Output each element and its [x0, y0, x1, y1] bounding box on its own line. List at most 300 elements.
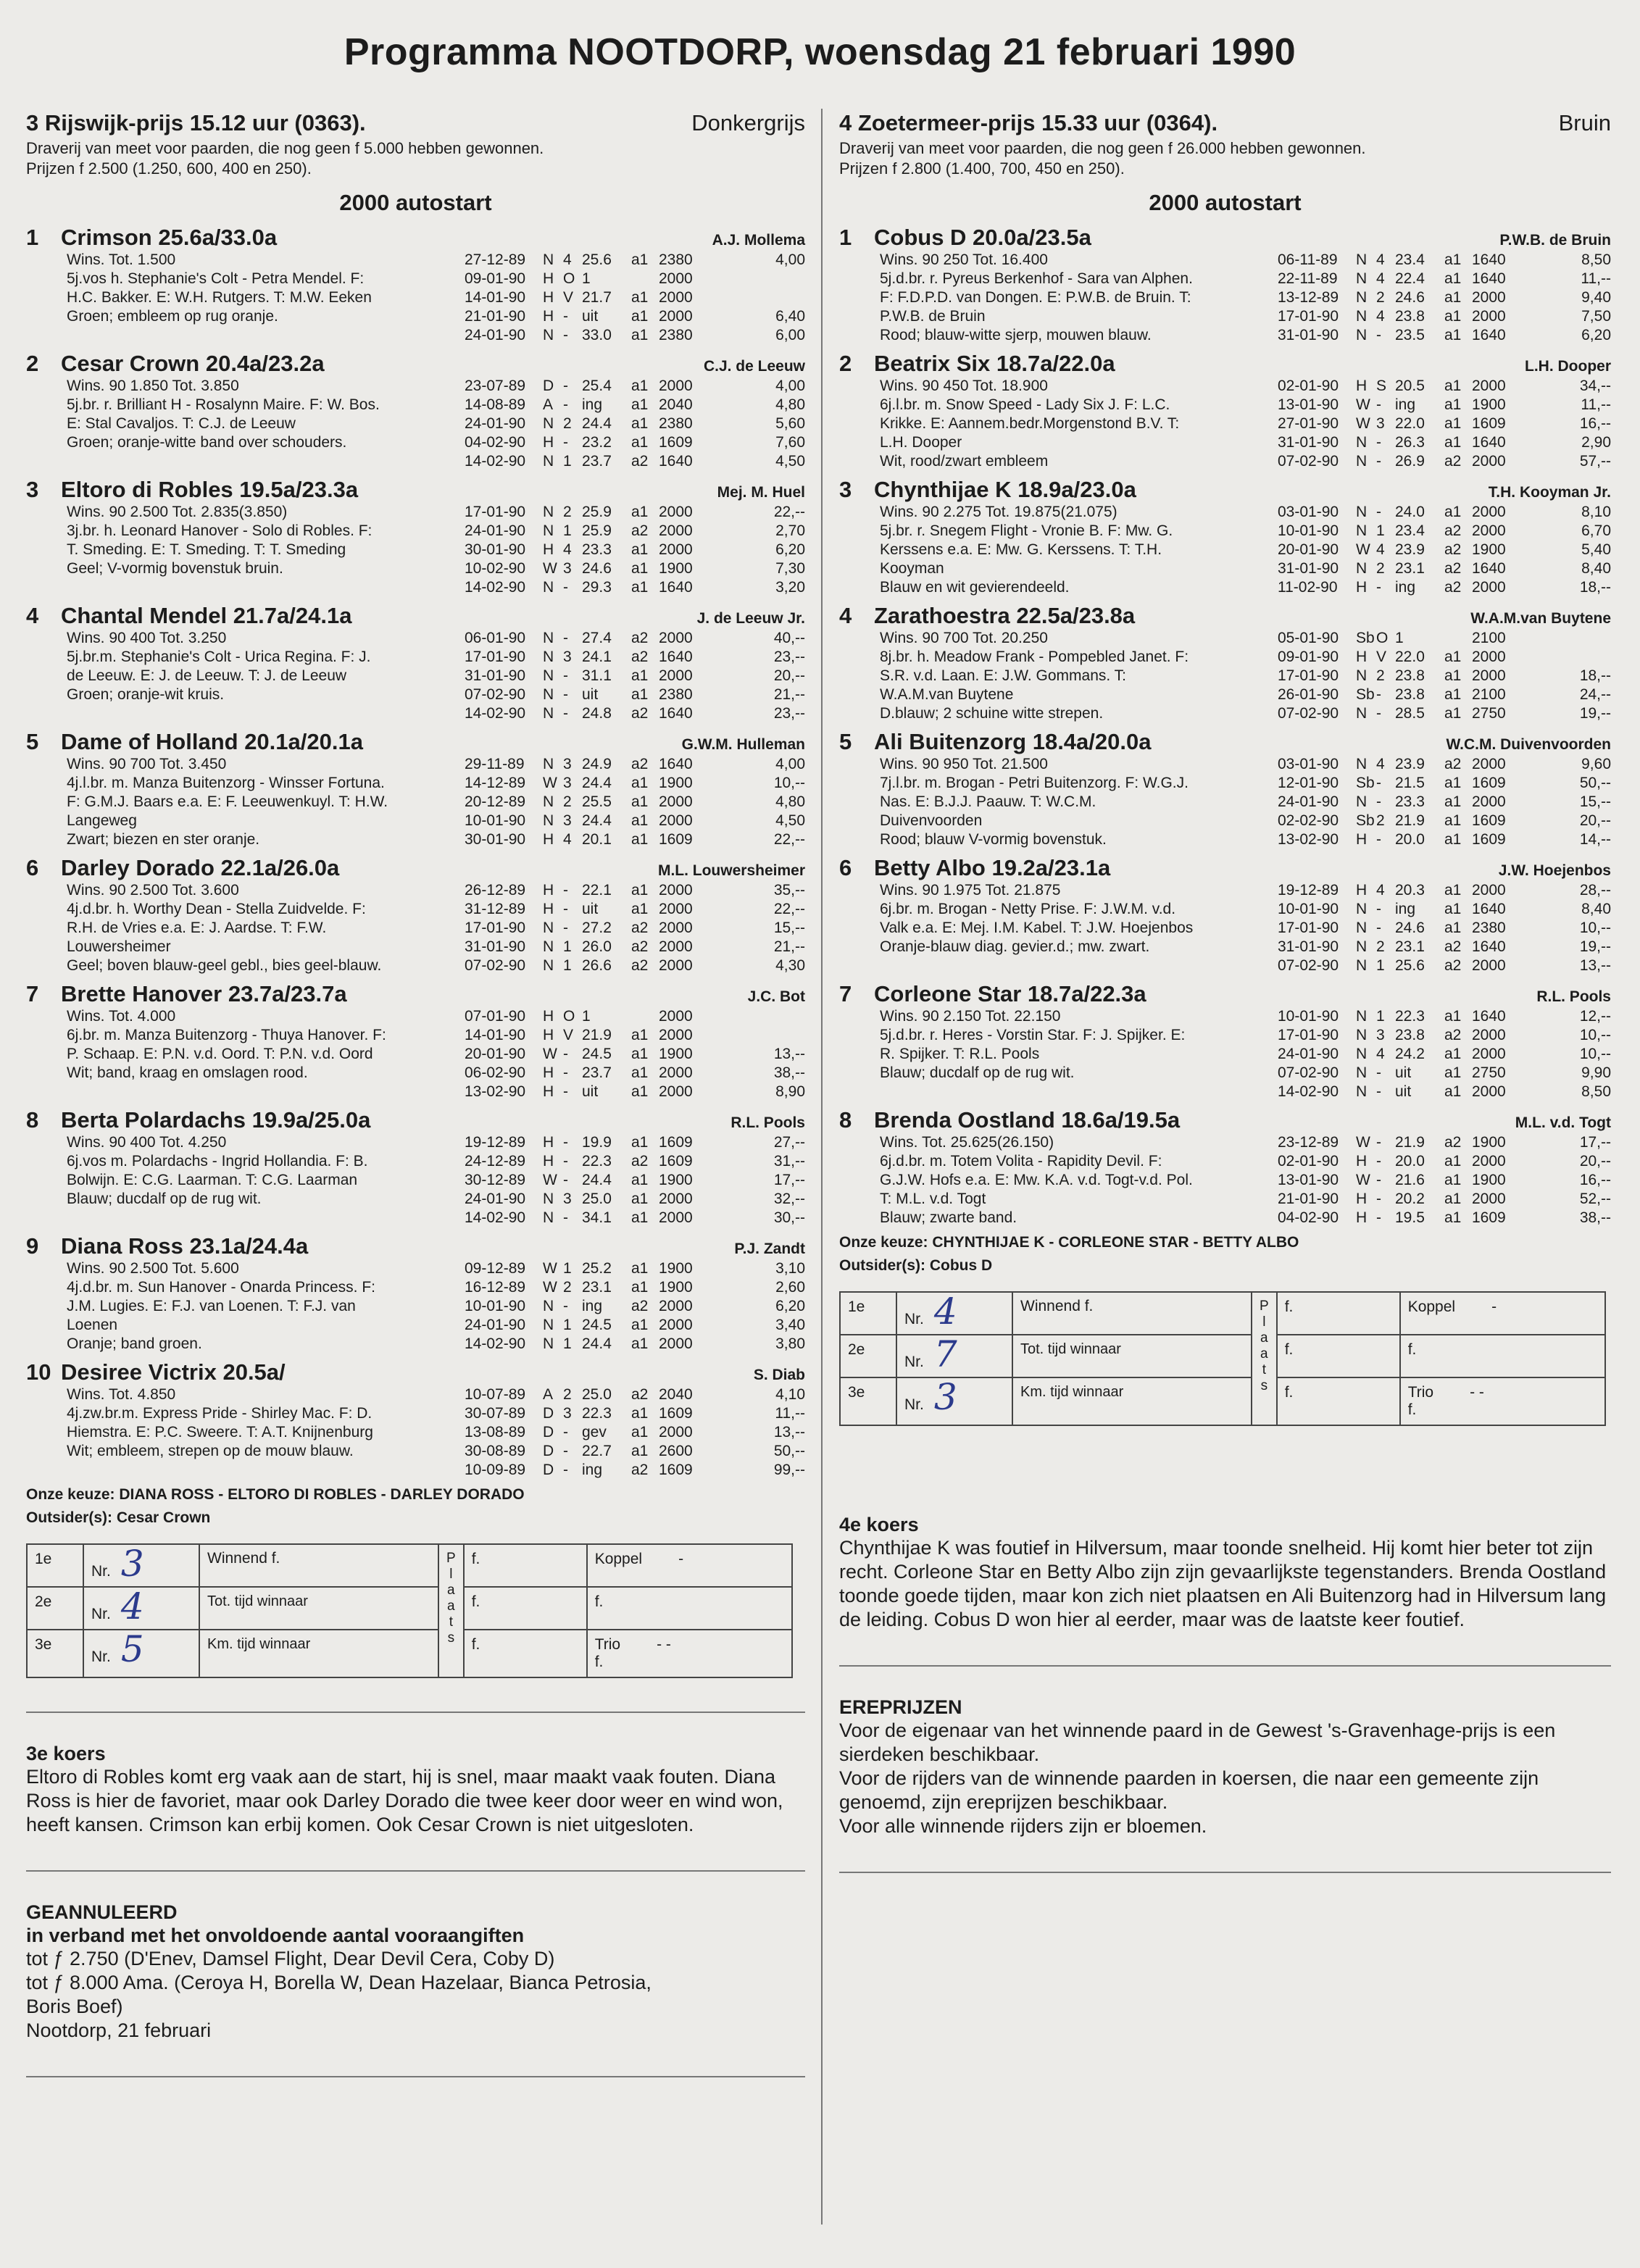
horse-info: [839, 377, 1278, 471]
number-cell: [896, 1377, 1012, 1425]
amount-cell[interactable]: f.: [464, 1630, 587, 1677]
result-cell: 1640: [1472, 434, 1506, 451]
horse-results: [1278, 377, 1611, 471]
result-row: [1278, 251, 1611, 270]
result-cell: 24-01-90: [1278, 1046, 1339, 1062]
result-cell: 31-01-90: [465, 667, 526, 684]
result-cell: 13-01-90: [1278, 1172, 1339, 1188]
result-cell: a2: [1444, 560, 1462, 577]
horse-header: [839, 477, 1611, 503]
result-cell: N: [1356, 793, 1368, 810]
result-cell: 2: [1376, 667, 1385, 684]
result-row: [465, 704, 805, 723]
result-cell: 57,--: [1579, 453, 1611, 470]
plaats-letter: a: [1260, 1330, 1268, 1346]
result-row: [1278, 1133, 1611, 1152]
result-cell: 24-01-90: [465, 327, 526, 343]
result-cell: a2: [1444, 522, 1462, 539]
result-cell: 17-01-90: [465, 920, 526, 936]
section-rule: [26, 1712, 805, 1713]
horse-number: 2: [26, 351, 39, 376]
result-row: [465, 1190, 805, 1209]
horse-info-line: H.C. Bakker. E: W.H. Rutgers. T: M.W. Eeken: [67, 289, 372, 306]
our-choice: Onze keuze: CHYNTHIJAE K - CORLEONE STAR - BETTY ALBO: [839, 1234, 1299, 1251]
comment-text: Eltoro di Robles komt erg vaak aan de start, hij is snel, maar maakt vaak fouten. Diana Ross is hier de favoriet, maar ook Darley Dorado die twee keer door weer en wind won, heeft kansen. Crimson kan erbij komen. Ook Cesar Crown is niet uitgesloten.: [26, 1766, 783, 1835]
annul-line: tot ƒ 2.750 (D'Enev, Damsel Flight, Dear Devil Cera, Coby D): [26, 1948, 555, 1969]
result-cell: 24.4: [582, 415, 612, 432]
horse-info-line: J.M. Lugies. E: F.J. van Loenen. T: F.J. van: [67, 1298, 356, 1314]
horse-results: [1278, 251, 1611, 345]
horse-name-text: Beatrix Six 18.7a/22.0a: [874, 351, 1115, 376]
horse-number: 5: [839, 729, 852, 754]
result-cell: 2: [1376, 560, 1385, 577]
combo-cell[interactable]: [587, 1544, 792, 1587]
result-cell: 2000: [1472, 378, 1506, 394]
combo-cell[interactable]: [587, 1587, 792, 1630]
horse-info-line: Geel; V-vormig bovenstuk bruin.: [67, 560, 283, 577]
horse-info-line: 6j.d.br. m. Totem Volita - Rapidity Devil. F:: [880, 1153, 1162, 1170]
result-cell: 14,--: [1579, 831, 1611, 848]
horse-info-line: 3j.br. h. Leonard Hanover - Solo di Robles. F:: [67, 522, 372, 539]
result-row: [465, 270, 805, 288]
horse-info-line: Duivenvoorden: [880, 812, 983, 829]
result-cell: N: [1356, 920, 1368, 936]
result-cell: N: [1356, 667, 1368, 684]
result-cell: [717, 270, 805, 288]
result-cell: W: [543, 1260, 557, 1277]
result-cell: 11,--: [1581, 270, 1611, 287]
result-cell: W: [543, 1046, 557, 1062]
result-row: [465, 793, 805, 812]
horse-info-line: G.J.W. Hofs e.a. E: Mw. K.A. v.d. Togt-v.d. Pol.: [880, 1172, 1193, 1188]
result-cell: 31-01-90: [465, 938, 526, 955]
result-cell: -: [1376, 831, 1381, 848]
result-cell: N: [1356, 756, 1368, 772]
plaats-letter: a: [447, 1583, 455, 1598]
result-cell: N: [1356, 957, 1368, 974]
result-cell: 26.0: [582, 938, 612, 955]
place-cell: 1e: [840, 1292, 896, 1335]
horse-number: 6: [839, 855, 852, 880]
plaats-letter: a: [447, 1598, 455, 1614]
result-cell: a2: [631, 522, 649, 539]
handwritten-number: 5: [120, 1628, 144, 1670]
result-cell: 6,00: [775, 327, 805, 343]
result-cell: 16,--: [1579, 415, 1611, 432]
result-cell: 10-01-90: [1278, 1008, 1339, 1025]
result-cell: 25.2: [582, 1260, 612, 1277]
result-cell: H: [1356, 831, 1368, 848]
result-cell: 23.8: [1395, 308, 1425, 325]
result-row: [465, 1045, 805, 1064]
result-cell: a1: [631, 378, 649, 394]
horse-info-line: D.blauw; 2 schuine witte strepen.: [880, 705, 1104, 722]
result-cell: 50,--: [1579, 775, 1611, 791]
result-cell: uit: [1395, 1083, 1412, 1100]
result-cell: 24.8: [582, 705, 612, 722]
result-row: [1278, 522, 1611, 541]
result-cell: [1530, 648, 1611, 667]
result-cell: N: [543, 667, 554, 684]
result-cell: a1: [1444, 1172, 1462, 1188]
result-row: [465, 648, 805, 667]
result-cell: 31-01-90: [1278, 560, 1339, 577]
result-cell: H: [543, 882, 554, 899]
result-cell: 23-12-89: [1278, 1134, 1339, 1151]
result-cell: 2000: [659, 1424, 693, 1441]
result-row: [465, 377, 805, 396]
result-cell: 2000: [659, 1064, 693, 1081]
ereprijzen-title: EREPRIJZEN: [839, 1696, 962, 1718]
result-row: [1278, 559, 1611, 578]
result-cell: 2,60: [775, 1279, 805, 1296]
horse-info-line: Nas. E: B.J.J. Paauw. T: W.C.M.: [880, 793, 1096, 810]
horse-entry: [839, 603, 1611, 723]
result-cell: 05-01-90: [1278, 630, 1339, 646]
result-cell: N: [543, 957, 554, 974]
plaats-letter: t: [1262, 1362, 1266, 1377]
result-cell: 22.1: [582, 882, 612, 899]
result-cell: 2000: [659, 1335, 693, 1352]
result-cell: 2000: [659, 901, 693, 917]
horse-header: [26, 1359, 805, 1385]
result-cell: 09-01-90: [1278, 649, 1339, 665]
result-cell: 4: [563, 831, 572, 848]
result-cell: -: [563, 1083, 568, 1100]
result-row: [465, 629, 805, 648]
result-cell: Sb: [1356, 812, 1375, 829]
result-cell: 2000: [1472, 649, 1506, 665]
horse-info: [839, 1007, 1278, 1101]
result-cell: N: [1356, 560, 1368, 577]
result-cell: [1530, 629, 1611, 648]
desc-cell: Tot. tijd winnaar: [1012, 1335, 1252, 1377]
horse-info-line: Rood; blauw V-vormig bovenstuk.: [880, 831, 1107, 848]
combo-cell[interactable]: [1400, 1335, 1605, 1377]
result-cell: 2000: [659, 812, 693, 829]
result-cell: 1: [563, 1317, 572, 1333]
result-cell: N: [543, 649, 554, 665]
result-cell: 20.3: [1395, 882, 1425, 899]
horse-info-line: Langeweg: [67, 812, 137, 829]
horse-driver: J.C. Bot: [747, 988, 805, 1005]
result-cell: 10-01-90: [465, 812, 526, 829]
result-cell: 19,--: [1579, 938, 1611, 955]
result-cell: 30-08-89: [465, 1443, 526, 1459]
result-row: [465, 1423, 805, 1442]
result-cell: W: [543, 1172, 557, 1188]
result-row: [1278, 685, 1611, 704]
result-cell: 24.2: [1395, 1046, 1425, 1062]
result-cell: -: [1376, 1083, 1381, 1100]
horse-number: 4: [26, 603, 39, 628]
horse-name: [839, 477, 1136, 503]
result-cell: 27-01-90: [1278, 415, 1339, 432]
result-row: [465, 1026, 805, 1045]
result-row: [1278, 956, 1611, 975]
horse-info: [839, 251, 1278, 345]
result-cell: 4,50: [775, 812, 805, 829]
result-cell: N: [543, 705, 554, 722]
result-cell: 23.1: [1395, 560, 1425, 577]
result-row: [1278, 396, 1611, 414]
result-cell: 21.9: [1395, 1134, 1425, 1151]
result-cell: 19.5: [1395, 1209, 1425, 1226]
result-cell: 22,--: [773, 504, 805, 520]
result-cell: -: [1376, 775, 1381, 791]
horse-info-line: S.R. v.d. Laan. E: J.W. Gommans. T:: [880, 667, 1127, 684]
result-cell: 14-02-90: [465, 579, 526, 596]
result-cell: 10-01-90: [1278, 522, 1339, 539]
result-cell: 2000: [659, 1027, 693, 1043]
result-cell: 22-11-89: [1278, 270, 1338, 287]
result-row: [465, 1133, 805, 1152]
result-cell: a2: [1444, 1027, 1462, 1043]
result-cell: 2380: [659, 327, 693, 343]
result-cell: N: [1356, 1008, 1368, 1025]
result-cell: 21.6: [1395, 1172, 1425, 1188]
result-cell: 4: [1376, 1046, 1385, 1062]
result-cell: 1640: [659, 453, 693, 470]
result-cell: 02-01-90: [1278, 1153, 1339, 1170]
result-cell: W: [543, 1279, 557, 1296]
result-cell: V: [563, 1027, 574, 1043]
result-row: [1278, 793, 1611, 812]
handwritten-number: 7: [933, 1333, 957, 1375]
result-cell: 4: [1376, 882, 1385, 899]
result-cell: 2000: [659, 667, 693, 684]
horse-name-text: Eltoro di Robles 19.5a/23.3a: [61, 477, 359, 502]
result-row: [465, 685, 805, 704]
result-row: [465, 1083, 805, 1101]
result-cell: 18,--: [1579, 579, 1611, 596]
result-cell: 07-02-90: [1278, 957, 1339, 974]
result-cell: 1640: [1472, 560, 1506, 577]
result-cell: 6,40: [775, 308, 805, 325]
combo-cell[interactable]: [1400, 1292, 1605, 1335]
result-cell: a1: [1444, 667, 1462, 684]
result-cell: 23.8: [1395, 686, 1425, 703]
result-cell: 30-01-90: [465, 541, 526, 558]
result-cell: 28,--: [1579, 882, 1611, 899]
horse-name-text: Ali Buitenzorg 18.4a/20.0a: [874, 729, 1152, 754]
horse-results: [465, 377, 805, 471]
result-cell: N: [1356, 938, 1368, 955]
result-cell: a2: [1444, 579, 1462, 596]
result-cell: 27,--: [773, 1134, 805, 1151]
horse-info-line: F: G.M.J. Baars e.a. E: F. Leeuwenkuyl. T: H.W.: [67, 793, 388, 810]
amount-cell[interactable]: f.: [464, 1544, 587, 1587]
result-cell: 31-01-90: [1278, 938, 1339, 955]
horse-driver: W.C.M. Duivenvoorden: [1446, 736, 1611, 753]
amount-cell[interactable]: f.: [1277, 1292, 1400, 1335]
result-cell: a2: [631, 957, 649, 974]
plaats-letter: l: [1262, 1314, 1266, 1330]
result-form-row: [27, 1630, 792, 1677]
result-cell: 24.1: [582, 649, 612, 665]
result-cell: 07-02-90: [1278, 705, 1339, 722]
result-row: [465, 900, 805, 919]
result-cell: 20,--: [1579, 1153, 1611, 1170]
horse-number: 4: [839, 603, 852, 628]
amount-cell[interactable]: f.: [1277, 1377, 1400, 1425]
result-cell: 22.7: [582, 1443, 612, 1459]
result-row: [465, 1316, 805, 1335]
result-cell: 9,90: [1581, 1064, 1611, 1081]
horse-results: [465, 629, 805, 723]
horse-name-text: Chantal Mendel 21.7a/24.1a: [61, 603, 352, 628]
result-cell: 8,90: [775, 1083, 805, 1100]
horse-info-line: Blauw; ducdalf op de rug wit.: [67, 1191, 262, 1207]
number-cell: [83, 1587, 199, 1630]
result-cell: 07-02-90: [465, 686, 526, 703]
result-row: [1278, 755, 1611, 774]
horse-info-line: Wins. 90 2.500 Tot. 5.600: [67, 1260, 239, 1277]
horse-driver: M.L. Louwersheimer: [657, 862, 805, 879]
horse-driver: R.L. Pools: [730, 1114, 805, 1131]
result-cell: 2,90: [1581, 434, 1611, 451]
combo-cell[interactable]: [587, 1630, 792, 1677]
result-cell: H: [543, 308, 554, 325]
horse-info-line: T. Smeding. E: T. Smeding. T: T. Smeding: [67, 541, 346, 558]
result-row: [465, 755, 805, 774]
result-cell: 2000: [659, 504, 693, 520]
plaats-letter: P: [1260, 1298, 1269, 1314]
horse-info-line: 5j.d.br. r. Heres - Vorstin Star. F: J. Spijker. E:: [880, 1027, 1186, 1043]
horse-info-line: 4j.zw.br.m. Express Pride - Shirley Mac. F: D.: [67, 1405, 372, 1422]
amount-cell[interactable]: f.: [1277, 1335, 1400, 1377]
result-cell: D: [543, 1405, 554, 1422]
result-cell: 14-02-90: [465, 705, 526, 722]
result-cell: N: [543, 793, 554, 810]
result-cell: 25.0: [582, 1386, 612, 1403]
horse-info: [26, 629, 465, 723]
result-cell: N: [543, 920, 554, 936]
result-cell: 40,--: [773, 630, 805, 646]
result-cell: a1: [1444, 920, 1462, 936]
result-form-row: [27, 1544, 792, 1587]
result-cell: 1640: [1472, 270, 1506, 287]
result-cell: uit: [1395, 1064, 1412, 1081]
result-cell: -: [1376, 327, 1381, 343]
horse-info-line: de Leeuw. E: J. de Leeuw. T: J. de Leeuw: [67, 667, 347, 684]
number-cell: [896, 1292, 1012, 1335]
result-cell: 2000: [659, 1008, 693, 1025]
result-cell: 4,50: [775, 453, 805, 470]
result-cell: 10,--: [1579, 920, 1611, 936]
result-row: [465, 1209, 805, 1227]
horse-info-line: Wins. 90 700 Tot. 20.250: [880, 630, 1048, 646]
result-cell: N: [1356, 504, 1368, 520]
horse-driver: A.J. Mollema: [712, 232, 805, 249]
horse-name: [26, 603, 351, 629]
result-row: [465, 919, 805, 938]
combo-label: f.: [1407, 1341, 1417, 1358]
result-cell: 21-01-90: [1278, 1191, 1339, 1207]
horse-driver: J. de Leeuw Jr.: [696, 610, 805, 627]
result-cell: a1: [631, 831, 649, 848]
result-cell: O: [563, 270, 575, 287]
horse-info-line: P. Schaap. E: P.N. v.d. Oord. T: P.N. v.d. Oord: [67, 1046, 373, 1062]
result-row: [465, 956, 805, 975]
horse-info-line: R.H. de Vries e.a. E: J. Aardse. T: F.W.: [67, 920, 327, 936]
result-row: [1278, 541, 1611, 559]
comment-title: 3e koers: [26, 1743, 106, 1764]
result-cell: 9,60: [1581, 756, 1611, 772]
result-cell: Sb: [1356, 686, 1375, 703]
result-cell: 1: [563, 1260, 572, 1277]
amount-cell[interactable]: f.: [464, 1587, 587, 1630]
ereprijzen-line: Voor alle winnende rijders zijn er bloemen.: [839, 1815, 1207, 1837]
result-cell: a1: [1444, 434, 1462, 451]
horse-entry: [26, 1233, 805, 1354]
horse-info-line: Valk e.a. E: Mej. I.M. Kabel. T: J.W. Hoejenbos: [880, 920, 1194, 936]
result-cell: 15,--: [1579, 793, 1611, 810]
result-cell: 24.0: [1395, 504, 1425, 520]
result-cell: 23.9: [1395, 756, 1425, 772]
result-cell: a1: [1444, 705, 1462, 722]
result-cell: 1900: [1472, 1134, 1506, 1151]
result-cell: 27.2: [582, 920, 612, 936]
result-cell: 34,--: [1579, 378, 1611, 394]
combo-cell[interactable]: [1400, 1377, 1605, 1425]
result-cell: 2000: [659, 1298, 693, 1314]
race-description: Draverij van meet voor paarden, die nog geen f 26.000 hebben gewonnen.: [839, 139, 1366, 157]
result-cell: 14-02-90: [465, 1209, 526, 1226]
result-cell: 2000: [659, 920, 693, 936]
result-cell: a1: [631, 1424, 649, 1441]
result-cell: N: [543, 453, 554, 470]
horse-name-text: Brenda Oostland 18.6a/19.5a: [874, 1107, 1181, 1133]
result-cell: 22.0: [1395, 415, 1425, 432]
result-cell: 1900: [659, 1279, 693, 1296]
nr-label: Nr.: [91, 1563, 111, 1580]
result-cell: 2000: [659, 630, 693, 646]
horse-name: [26, 1107, 370, 1133]
result-cell: 3: [563, 1405, 572, 1422]
result-cell: ing: [582, 1462, 603, 1478]
result-cell: 2: [1376, 812, 1385, 829]
trio-amount: f.: [1407, 1401, 1417, 1418]
result-row: [1278, 1190, 1611, 1209]
result-cell: N: [543, 1317, 554, 1333]
result-cell: 25.9: [582, 504, 612, 520]
result-cell: 2750: [1472, 1064, 1506, 1081]
horse-results: [465, 503, 805, 597]
result-cell: 2: [1376, 289, 1385, 306]
annul-line: tot ƒ 8.000 Ama. (Ceroya H, Borella W, Dean Hazelaar, Bianca Petrosia,: [26, 1972, 652, 1993]
result-cell: 6,20: [775, 1298, 805, 1314]
result-cell: [631, 1007, 659, 1026]
result-cell: a1: [631, 882, 649, 899]
nr-label: Nr.: [904, 1311, 924, 1327]
result-cell: a2: [631, 1386, 649, 1403]
result-cell: S: [1376, 378, 1387, 394]
desc-cell: Winnend f.: [199, 1544, 438, 1587]
result-cell: 11,--: [775, 1405, 805, 1422]
result-cell: -: [1376, 901, 1381, 917]
result-row: [465, 881, 805, 900]
result-cell: 3: [563, 775, 572, 791]
horse-info-line: 4j.d.br. h. Worthy Dean - Stella Zuidvelde. F:: [67, 901, 366, 917]
result-cell: -: [563, 434, 568, 451]
horse-info-line: Hiemstra. E: P.C. Sweere. T: A.T. Knijnenburg: [67, 1424, 373, 1441]
result-cell: -: [563, 396, 568, 413]
horse-info-line: Oranje-blauw diag. gevier.d.; mw. zwart.: [880, 938, 1150, 955]
result-cell: 2000: [1472, 453, 1506, 470]
result-cell: 99,--: [773, 1462, 805, 1478]
horse-info: [26, 251, 465, 345]
